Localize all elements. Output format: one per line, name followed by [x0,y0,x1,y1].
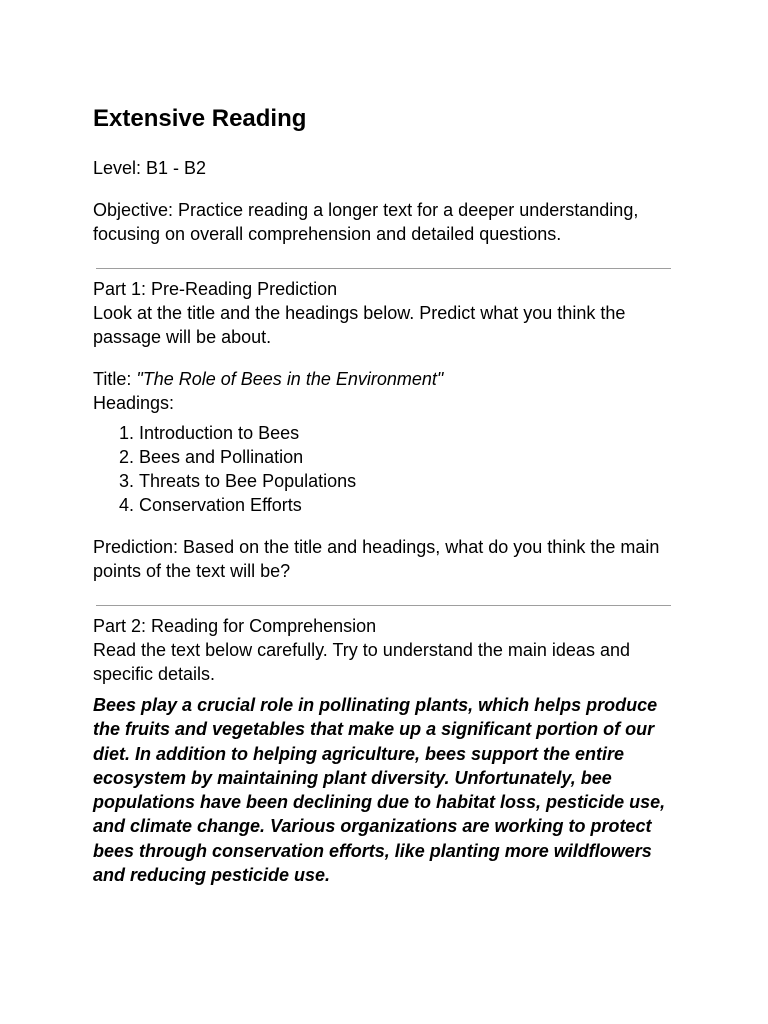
page-title: Extensive Reading [93,105,307,132]
passage-title-prefix: Title: [93,369,137,389]
part1-section [93,277,672,583]
passage-title-line [93,367,672,391]
part2-heading: Part 2: Reading for Comprehension [93,616,377,636]
level-text: Level: B1 - B2 [93,158,207,178]
list-item: 4. Conservation Efforts [139,493,672,517]
list-item: 3. Threats to Bee Populations [139,469,672,493]
objective-text: Objective: Practice reading a longer text for a deeper understanding, focusing on overall comprehension and detailed questions. [93,200,639,244]
part1-instruction: Look at the title and the headings below. Predict what you think the passage will be about. [93,303,626,347]
list-item: 1. Introduction to Bees [139,421,672,445]
part2-instruction: Read the text below carefully. Try to understand the main ideas and specific details. [93,640,630,684]
part1-heading: Part 1: Pre-Reading Prediction [93,279,338,299]
part2-section [93,614,672,887]
headings-label: Headings: [93,393,175,413]
reading-passage: Bees play a crucial role in pollinating plants, which helps produce the fruits and vegetables that make up a significant portion of our diet. In addition to helping agriculture, bees support the entire ecosystem by maintaining plant diversity. Unfortunately, bee populations have been declining due to habitat loss, pesticide use, and climate change. Various organizations are working to protect bees through conservation efforts, like planting more wildflowers and reducing pesticide use. [93,695,666,886]
section-divider-2 [96,605,671,606]
passage-title-value: "The Role of Bees in the Environment" [136,369,444,389]
headings-list [93,421,672,517]
prediction-text: Prediction: Based on the title and headings, what do you think the main points of the text will be? [93,537,660,581]
list-item: 2. Bees and Pollination [139,445,672,469]
section-divider-1 [96,268,671,269]
